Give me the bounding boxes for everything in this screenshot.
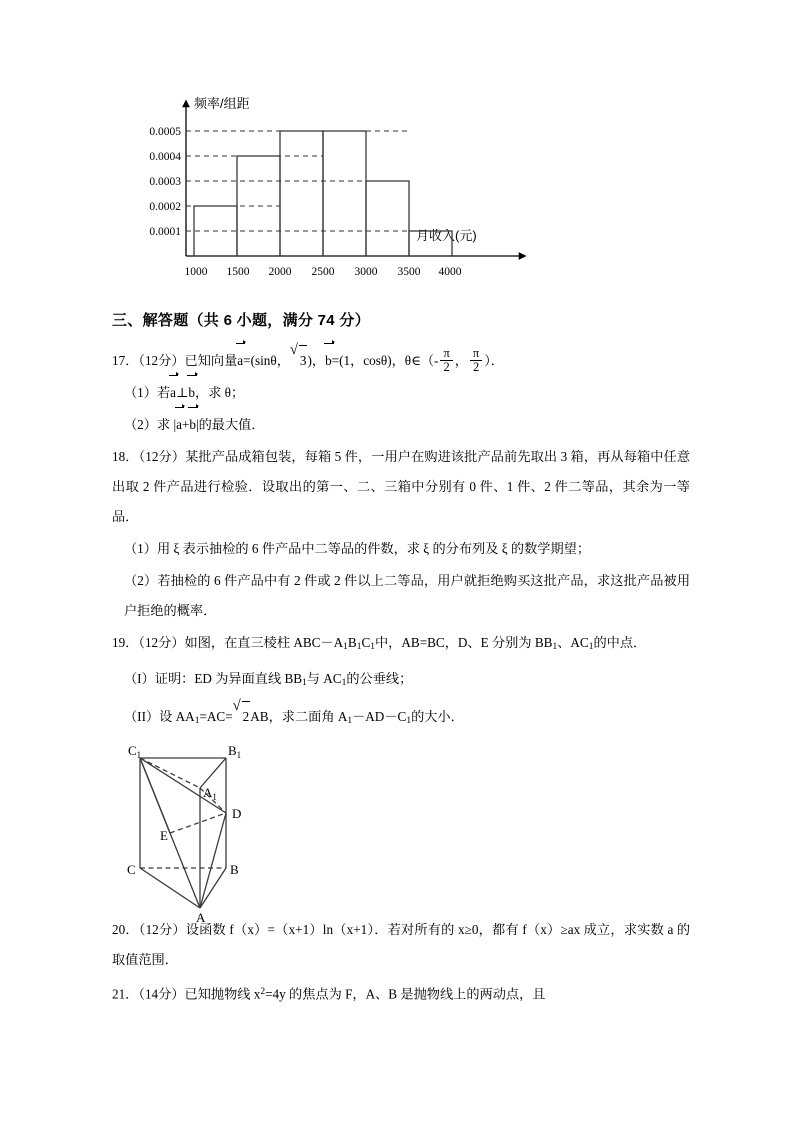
x-tick-labels (185, 266, 462, 278)
label-E: E (160, 828, 168, 843)
q19-stem-a: 如图，在直三棱柱 ABC－A (184, 635, 344, 650)
q19-stem-d: 中，AB=BC，D、E 分别为 BB (375, 635, 553, 650)
q18-p1-text: 用 ξ 表示抽检的 6 件产品中二等品的件数，求 ξ 的分布列及 ξ 的数学期望； (156, 541, 591, 556)
x-tick-3000: 3000 (354, 266, 378, 278)
edge-ED-hidden (170, 813, 226, 833)
q17-marks: （12分） (138, 353, 185, 368)
q17-range-close: ）． (484, 353, 504, 368)
q19-p1-sub-2: 1 (341, 678, 347, 689)
q19-p2-label: （II） (124, 709, 160, 725)
frac-den-2-a: 2 (440, 360, 452, 374)
q19-p2-text-c: AB，求二面角 A (250, 709, 348, 725)
q21-text-b: =4y 的焦点为 F，A、B 是抛物线上的两动点，且 (265, 986, 546, 1002)
vector-a: a (237, 346, 243, 376)
edge-C1E (140, 758, 170, 833)
edge-C1D (140, 758, 226, 813)
q19-p1-text-c: 的公垂线； (346, 671, 413, 687)
question-18-part-2 (112, 566, 690, 626)
section-heading: 三、解答题（共 6 小题，满分 74 分） (112, 312, 370, 329)
q18-p1-label: （1） (124, 541, 157, 556)
q19-p2-text-b: =AC= (199, 709, 233, 725)
q19-sub-4: 1 (552, 642, 558, 653)
x-tick-3500: 3500 (397, 266, 421, 278)
y-tick-labels (149, 126, 181, 238)
radical-icon: √ (289, 342, 298, 359)
frac-num-pi-b: π (472, 345, 480, 360)
exam-content-tail (112, 915, 690, 1011)
q17-theta-3: θ (404, 353, 412, 368)
q20-text: 设函数 f（x）=（x+1）ln（x+1）．若对所有的 x≥0，都有 f（x）≥ax 成立，求实数 a 的取值范围． (112, 922, 691, 967)
q17-in-symbol: ∈ (411, 353, 421, 368)
question-19-part-2 (112, 700, 690, 736)
sqrt-3 (290, 344, 308, 376)
q19-p1-sub-1: 1 (302, 678, 307, 689)
q19-p2-sub-2: 1 (347, 716, 353, 727)
question-19: 19．（12分）如图，在直三棱柱 $ABC-A_1B_1C_1$中，AB=BC，D、E 分别为 $BB_1$、$AC_1$的中点． (112, 635, 647, 653)
q19-stem-c: C (361, 635, 371, 650)
label-B: B (230, 862, 239, 877)
edge-B1A1 (200, 758, 226, 788)
q19-stem-f: 的中点． (593, 635, 647, 650)
prism-solid-edges (140, 758, 226, 908)
q19-sub-5: 1 (588, 642, 594, 653)
q17-theta-2: θ (380, 353, 388, 368)
q20-number: 20 (112, 922, 126, 937)
x-axis-title: 月收入(元) (416, 228, 477, 243)
edge-C1A1-hidden (140, 758, 200, 788)
q18-p2-text: 若抽检的 6 件产品中有 2 件或 2 件以上二等品，用户就拒绝购买这批产品，求这批产品被用户拒绝的概率． (124, 573, 691, 618)
q17-eq1-open: =(sin (243, 353, 271, 368)
fraction-pi-over-2-a (440, 347, 452, 375)
q18-marks: （12分） (138, 449, 186, 464)
edge-DA (200, 813, 226, 908)
edge-CA (140, 868, 200, 908)
label-C1: $C_1$ (128, 743, 142, 760)
question-19-part-1 (112, 664, 690, 698)
perp-symbol: ⊥ (176, 385, 189, 400)
q18-number: 18 (112, 449, 126, 464)
q17-eq2: =(1，cos (331, 353, 381, 368)
question-20: 20．（12分）设函数 f（x）=（x+1）ln（x+1）．若对所有的 x≥0，都有 f（x）≥ax 成立，求实数 a 的取值范围． (112, 922, 691, 967)
bar-2500-3000 (323, 131, 366, 256)
q19-p2-sub-1: 1 (194, 716, 200, 727)
histogram-bars (194, 131, 452, 256)
q19-p1-label: （I） (124, 671, 155, 687)
sqrt-3-value: 3 (299, 345, 308, 376)
q17-p1-text-b: ，求 θ； (195, 385, 245, 400)
q17-stem-pre: 已知向量 (184, 353, 238, 368)
x-tick-2500: 2500 (311, 266, 335, 278)
question-17-part-2 (112, 410, 690, 440)
q21-text-a: 已知抛物线 x (184, 986, 261, 1002)
sqrt-2 (233, 700, 251, 732)
y-tick-0003: 0.0003 (149, 176, 181, 188)
q19-sub-3: 1 (370, 642, 375, 653)
q18-stem: 某批产品成箱包装，每箱 5 件，一用户在购进该批产品前先取出 3 箱，再从每箱中任意出取 2 件产品进行检验．设取出的第一、二、三箱中分别有 0 件、1 件、2 件二等品，其余为一等品． (112, 449, 691, 524)
frac-den-2-b: 2 (470, 360, 482, 374)
prism-hidden-edges (140, 758, 226, 868)
frac-num-pi-a: π (443, 345, 450, 360)
x-tick-2000: 2000 (268, 266, 292, 278)
y-tick-0001: 0.0001 (149, 226, 181, 238)
q19-sub-1: 1 (343, 642, 348, 653)
q17-p1-label: （1） (124, 385, 157, 400)
q21-marks: （14分） (138, 986, 185, 1002)
y-tick-0002: 0.0002 (149, 201, 181, 213)
q17-p2-text-a: 求 | (156, 417, 177, 432)
x-tick-1000: 1000 (184, 266, 208, 278)
q19-p1-text-b: 与 AC (306, 671, 342, 687)
q17-comma-2: ， (454, 353, 468, 368)
q19-sub-2: 1 (356, 642, 362, 653)
q17-theta-1: θ (270, 353, 277, 368)
fraction-pi-over-2-b (470, 347, 482, 375)
q19-p2-text-a: 设 AA (159, 709, 195, 725)
q21-superscript: 2 (260, 987, 266, 997)
q17-eq1-close: )， (307, 353, 326, 368)
label-B1: $B_1$ (228, 743, 242, 760)
label-A: A (196, 910, 206, 925)
vector-b-p1: b (188, 378, 195, 408)
question-21: 21．（14分）已知抛物线 $x^2=4y$ 的焦点为 F，A、B 是抛物线上的两动点，且 (112, 986, 546, 1002)
q19-number: 19 (112, 635, 126, 650)
q19-p2-sub-3: 1 (406, 716, 412, 727)
q17-eq2-close: )， (387, 353, 405, 368)
x-tick-1500: 1500 (226, 266, 250, 278)
q17-p2-label: （2） (124, 417, 157, 432)
q19-stem-b: B (347, 635, 357, 650)
q19-p2-text-d: －AD－C (352, 709, 407, 725)
edge-BA (200, 868, 226, 908)
x-tick-4000: 4000 (438, 266, 462, 278)
label-D: D (232, 806, 242, 821)
y-tick-0005: 0.0005 (149, 126, 181, 138)
q19-marks: （12分） (138, 635, 185, 650)
vector-a-p2: a (176, 410, 182, 440)
y-axis-title: 频率/组距 (194, 96, 250, 111)
bar-3000-3500 (366, 181, 409, 256)
q17-comma-1: ， (276, 353, 290, 368)
vector-a-p1: a (170, 378, 176, 408)
sqrt-2-value: 2 (242, 701, 251, 732)
vector-b-p2: b (189, 410, 196, 440)
q19-p2-text-e: 的大小． (411, 709, 464, 725)
y-tick-0004: 0.0004 (149, 151, 181, 163)
question-18-part-1 (112, 534, 690, 564)
frequency-histogram-figure (120, 88, 540, 288)
q20-marks: （12分） (138, 922, 186, 937)
plus-symbol: + (181, 417, 190, 432)
radical-icon-2: √ (232, 698, 241, 715)
bar-2000-2500 (280, 131, 323, 256)
q17-range-open: （- (420, 353, 439, 368)
prism-svg (118, 740, 318, 925)
exam-content (112, 312, 690, 738)
vector-b: b (325, 346, 332, 376)
q19-p1-text-a: 证明：ED 为异面直线 BB (154, 671, 303, 687)
q18-p2-label: （2） (124, 573, 158, 588)
q21-number: 21 (112, 986, 126, 1002)
gridlines (186, 131, 452, 231)
q17-p2-text-b: |的最大值． (195, 417, 265, 432)
label-A1: $A_1$ (203, 785, 217, 802)
q17-p1-text-a: 若 (156, 385, 171, 400)
prism-figure (118, 740, 318, 925)
q17-number: 17 (112, 353, 126, 368)
question-18: 18．（12分）某批产品成箱包装，每箱 5 件，一用户在购进该批产品前先取出 3 箱，再从每箱中任意出取 2 件产品进行检验．设取出的第一、二、三箱中分别有 0 件、1 件、2 件二等品，其余为一等品． (112, 449, 691, 524)
label-C: C (127, 862, 136, 877)
question-17: 17．（12分）已知向量a=(sinθ， √ 3)，b=(1，cosθ)，θ∈（- $\frac{\pi}{2}$ ， $\frac{\pi}{2}$ ）． (112, 342, 504, 375)
histogram-svg (120, 88, 540, 288)
q19-stem-e: 、AC (557, 635, 589, 650)
